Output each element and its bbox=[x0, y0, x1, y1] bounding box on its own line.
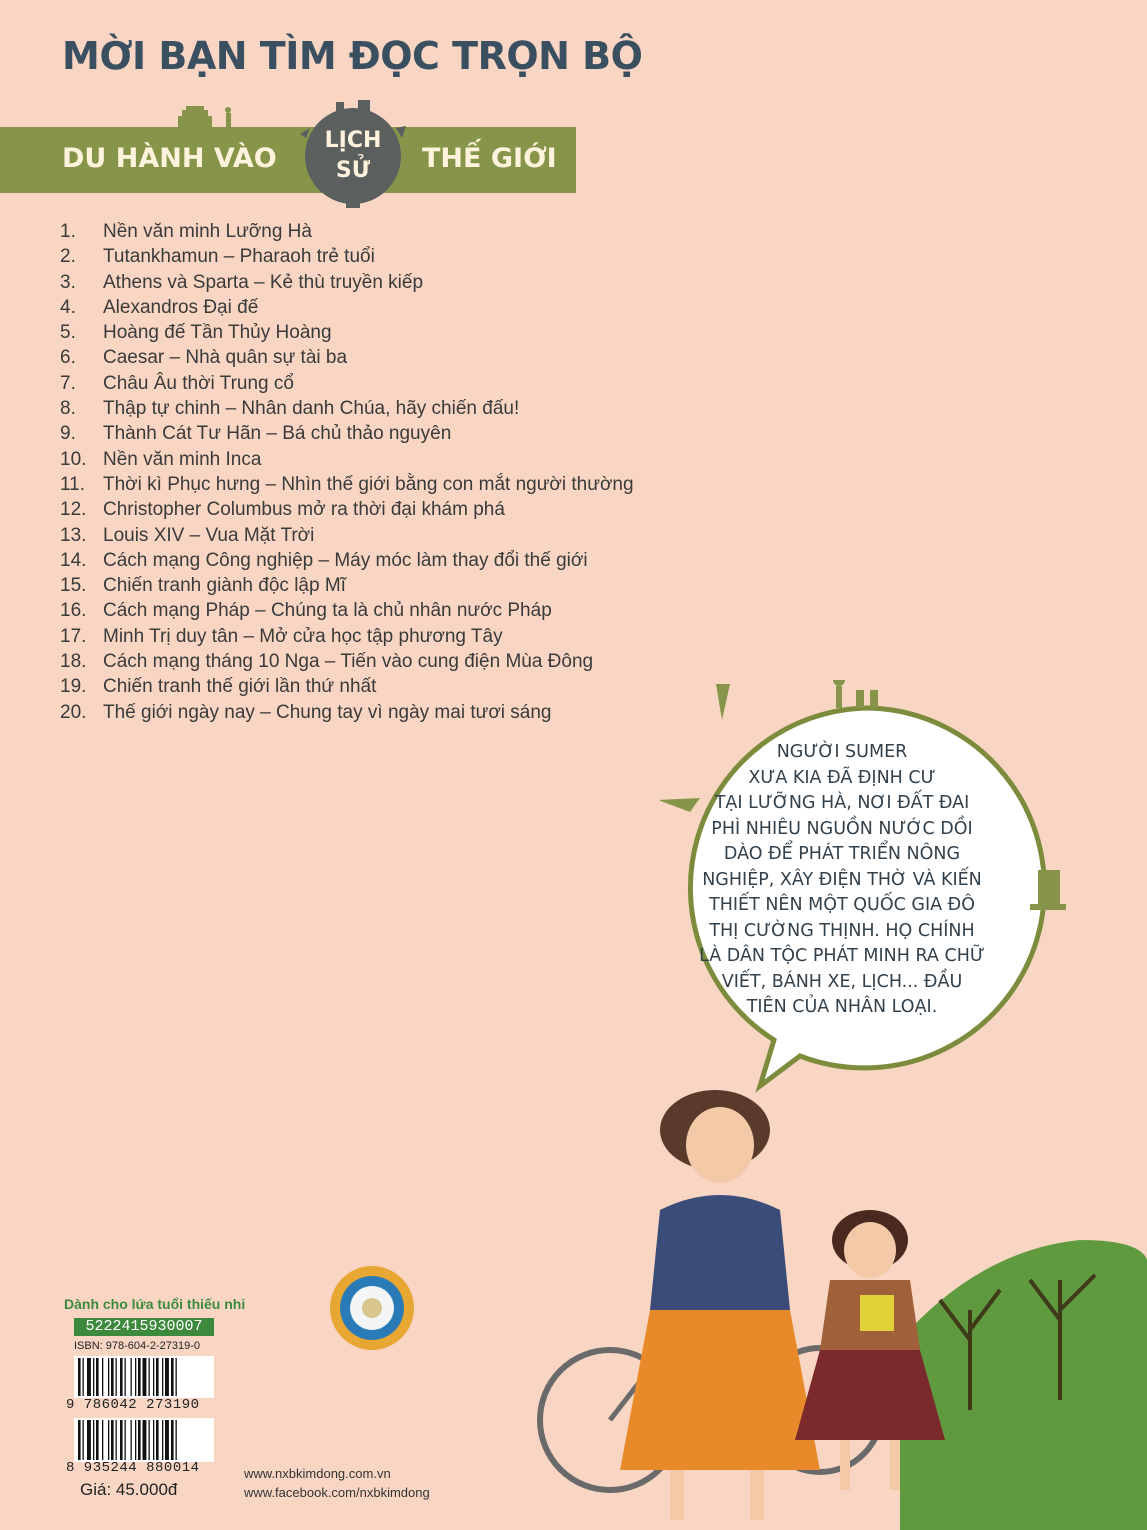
barcode-bar bbox=[96, 1420, 99, 1460]
barcode-bar bbox=[176, 1420, 177, 1460]
barcode-bar bbox=[165, 1420, 169, 1460]
book-number: 18. bbox=[60, 651, 87, 673]
book-title: Alexandros Đại đế bbox=[103, 296, 259, 318]
book-list-item bbox=[60, 548, 634, 573]
book-title: Châu Âu thời Trung cổ bbox=[103, 372, 294, 394]
barcode-bar bbox=[135, 1358, 136, 1396]
product-code: 5222415930007 bbox=[74, 1318, 214, 1336]
book-list-item bbox=[60, 674, 634, 699]
book-number: 8. bbox=[60, 398, 76, 420]
book-title: Cách mạng tháng 10 Nga – Tiến vào cung điện Mùa Đông bbox=[103, 651, 594, 673]
book-list-item bbox=[60, 396, 634, 421]
barcode-bar bbox=[120, 1358, 123, 1396]
book-list-item bbox=[60, 624, 634, 649]
book-title: Tutankhamun – Pharaoh trẻ tuổi bbox=[103, 246, 375, 268]
book-title: Louis XIV – Vua Mặt Trời bbox=[103, 524, 315, 546]
page-title: MỜI BẠN TÌM ĐỌC TRỌN BỘ bbox=[62, 34, 643, 78]
book-number: 17. bbox=[60, 625, 87, 647]
publisher-logo bbox=[328, 1264, 416, 1352]
book-list-item bbox=[60, 472, 634, 497]
book-title: Chiến tranh giành độc lập Mĩ bbox=[103, 575, 346, 597]
book-title: Thập tự chinh – Nhân danh Chúa, hãy chiến đấu! bbox=[103, 398, 520, 420]
barcode-bar bbox=[162, 1420, 163, 1460]
book-title: Athens và Sparta – Kẻ thù truyền kiếp bbox=[103, 271, 424, 293]
barcode-bar bbox=[153, 1358, 154, 1396]
bubble-line: NGƯỜI SUMER bbox=[776, 742, 908, 762]
book-list-item bbox=[60, 244, 634, 269]
book-list-item bbox=[60, 371, 634, 396]
barcode-bar bbox=[143, 1358, 147, 1396]
banner-right-text: THẾ GIỚI bbox=[422, 143, 557, 174]
facebook-link[interactable]: www.facebook.com/nxbkimdong bbox=[244, 1485, 430, 1500]
barcode-bar bbox=[153, 1420, 154, 1460]
barcode-bar bbox=[108, 1420, 109, 1460]
barcode-bar bbox=[102, 1358, 103, 1396]
book-number: 20. bbox=[60, 701, 87, 723]
book-number: 14. bbox=[60, 549, 87, 571]
book-title: Thành Cát Tư Hãn – Bá chủ thảo nguyên bbox=[103, 423, 452, 445]
book-list-item bbox=[60, 270, 634, 295]
book-list-item bbox=[60, 345, 634, 370]
barcode-bar bbox=[135, 1420, 136, 1460]
barcode-bar bbox=[108, 1358, 109, 1396]
website-link[interactable]: www.nxbkimdong.com.vn bbox=[244, 1466, 391, 1481]
barcode-bar bbox=[171, 1420, 174, 1460]
barcode-bar bbox=[116, 1358, 117, 1396]
barcode-bar bbox=[165, 1358, 169, 1396]
book-list-item bbox=[60, 447, 634, 472]
book-title: Thời kì Phục hưng – Nhìn thế giới bằng con mắt người thường bbox=[103, 473, 634, 495]
bubble-line: XƯA KIA ĐÃ ĐỊNH CƯ bbox=[748, 767, 936, 788]
barcode-bar bbox=[78, 1358, 81, 1396]
book-title: Nền văn minh Lưỡng Hà bbox=[103, 221, 312, 242]
barcode-bar bbox=[102, 1420, 103, 1460]
book-number: 10. bbox=[60, 448, 87, 470]
barcode-bar bbox=[111, 1420, 114, 1460]
barcode-bar bbox=[131, 1358, 132, 1396]
bubble-line: LÀ DÂN TỘC PHÁT MINH RA CHỮ bbox=[699, 946, 985, 966]
globe-icon bbox=[298, 98, 408, 208]
book-number: 13. bbox=[60, 524, 87, 546]
book-title: Christopher Columbus mở ra thời đại khám phá bbox=[103, 499, 505, 521]
book-number: 9. bbox=[60, 423, 76, 445]
barcode-bar bbox=[125, 1420, 126, 1460]
book-number: 15. bbox=[60, 575, 87, 597]
book-number: 12. bbox=[60, 499, 87, 521]
book-title: Hoàng đế Tần Thủy Hoàng bbox=[103, 322, 332, 344]
book-number: 11. bbox=[60, 473, 86, 495]
barcode-bar bbox=[149, 1358, 150, 1396]
barcode-bar bbox=[120, 1420, 123, 1460]
book-title: Nền văn minh Inca bbox=[103, 448, 262, 470]
age-label: Dành cho lứa tuổi thiếu nhi bbox=[64, 1296, 246, 1312]
book-list-item bbox=[60, 649, 634, 674]
barcode-bar bbox=[162, 1358, 163, 1396]
barcode-bar bbox=[125, 1358, 126, 1396]
barcode-isbn bbox=[74, 1356, 214, 1398]
book-list-item bbox=[60, 700, 634, 725]
book-number: 2. bbox=[60, 246, 76, 268]
book-list-item bbox=[60, 320, 634, 345]
book-number: 6. bbox=[60, 347, 76, 369]
book-list bbox=[60, 219, 634, 725]
barcode-bar bbox=[93, 1358, 94, 1396]
barcode-ean-number: 8 935244 880014 bbox=[66, 1460, 200, 1476]
book-number: 4. bbox=[60, 296, 76, 318]
book-number: 16. bbox=[60, 600, 87, 622]
bubble-line: NGHIỆP, XÂY ĐIỆN THỜ VÀ KIẾN bbox=[702, 869, 982, 890]
barcode-bar bbox=[156, 1420, 159, 1460]
banner-left-text: DU HÀNH VÀO bbox=[62, 143, 277, 174]
globe-label-bottom: SỬ bbox=[335, 158, 371, 183]
barcode-bar bbox=[93, 1420, 94, 1460]
price: Giá: 45.000đ bbox=[80, 1480, 178, 1499]
barcode-bar bbox=[143, 1420, 147, 1460]
globe-label-top: LỊCH bbox=[324, 128, 382, 153]
barcode-bar bbox=[171, 1358, 174, 1396]
barcode-bar bbox=[156, 1358, 159, 1396]
book-list-item bbox=[60, 573, 634, 598]
barcode-bar bbox=[176, 1358, 177, 1396]
book-title: Cách mạng Công nghiệp – Máy móc làm thay đổi thế giới bbox=[103, 549, 588, 571]
bubble-line: VIẾT, BÁNH XE, LỊCH... ĐẦU bbox=[721, 971, 963, 992]
mother-daughter-bicycle-illustration bbox=[520, 1080, 1147, 1530]
barcode-isbn-number: 9 786042 273190 bbox=[66, 1397, 200, 1413]
bubble-line: THIẾT NÊN MỘT QUỐC GIA ĐÔ bbox=[709, 895, 975, 915]
bubble-line: THỊ CƯỜNG THỊNH. HỌ CHÍNH bbox=[709, 920, 975, 941]
book-title: Caesar – Nhà quân sự tài ba bbox=[103, 347, 348, 369]
book-list-item bbox=[60, 421, 634, 446]
barcode-bar bbox=[83, 1420, 84, 1460]
bubble-line: TIÊN CỦA NHÂN LOẠI. bbox=[746, 997, 938, 1017]
book-title: Thế giới ngày nay – Chung tay vì ngày mai tươi sáng bbox=[103, 701, 552, 723]
isbn: ISBN: 978-604-2-27319-0 bbox=[74, 1340, 200, 1352]
book-list-item bbox=[60, 295, 634, 320]
book-list-item bbox=[60, 497, 634, 522]
book-list-item bbox=[60, 523, 634, 548]
barcode-ean bbox=[74, 1418, 214, 1462]
bubble-text bbox=[682, 740, 1002, 1021]
barcode-bar bbox=[131, 1420, 132, 1460]
book-number: 1. bbox=[60, 221, 76, 242]
bubble-line: PHÌ NHIÊU NGUỒN NƯỚC DỒI bbox=[711, 818, 973, 839]
book-title: Minh Trị duy tân – Mở cửa học tập phương Tây bbox=[103, 625, 503, 647]
book-number: 7. bbox=[60, 372, 76, 394]
barcode-bar bbox=[111, 1358, 114, 1396]
barcode-bar bbox=[78, 1420, 81, 1460]
book-number: 3. bbox=[60, 271, 76, 293]
barcode-bar bbox=[138, 1420, 141, 1460]
barcode-bar bbox=[87, 1420, 91, 1460]
barcode-bar bbox=[83, 1358, 84, 1396]
book-number: 19. bbox=[60, 676, 87, 698]
book-list-item bbox=[60, 219, 634, 244]
book-title: Cách mạng Pháp – Chúng ta là chủ nhân nước Pháp bbox=[103, 600, 552, 622]
book-title: Chiến tranh thế giới lần thứ nhất bbox=[103, 676, 377, 698]
book-number: 5. bbox=[60, 322, 76, 344]
barcode-bar bbox=[87, 1358, 91, 1396]
barcode-bar bbox=[116, 1420, 117, 1460]
barcode-bar bbox=[96, 1358, 99, 1396]
barcode-bar bbox=[149, 1420, 150, 1460]
bubble-line: TẠI LƯỠNG HÀ, NƠI ĐẤT ĐAI bbox=[714, 793, 970, 813]
book-list-item bbox=[60, 598, 634, 623]
bubble-line: DÀO ĐỂ PHÁT TRIỂN NÔNG bbox=[723, 844, 961, 864]
barcode-bar bbox=[138, 1358, 141, 1396]
